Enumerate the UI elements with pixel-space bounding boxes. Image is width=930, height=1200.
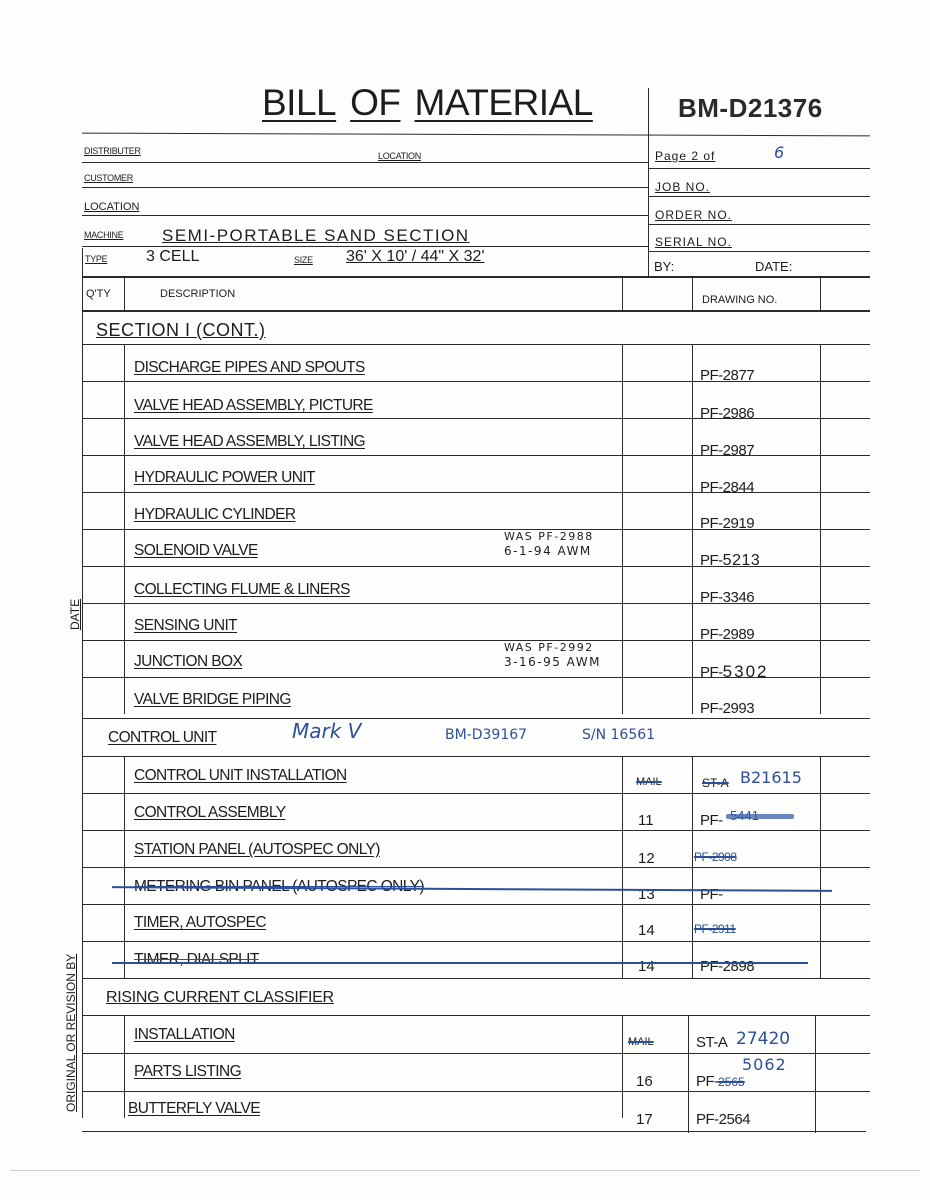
qty-value: 11 <box>638 812 654 829</box>
row-rule <box>82 867 870 868</box>
rule <box>82 756 870 757</box>
row-rule <box>82 793 870 794</box>
serial-no-label: SERIAL NO. <box>655 235 732 249</box>
row-rule <box>82 904 870 905</box>
item-description: JUNCTION BOX <box>134 653 243 670</box>
revision-note: WAS PF-2988 <box>504 530 594 543</box>
date-side-label: DATE <box>68 598 82 630</box>
scribble-out <box>726 814 794 819</box>
drawing-number: PF-2844 <box>700 479 755 496</box>
row-rule <box>82 978 870 979</box>
qty-value: 16 <box>636 1073 653 1090</box>
rule <box>82 187 648 188</box>
handwritten-serial: S/N 16561 <box>582 727 656 743</box>
qty-divider <box>124 1015 125 1118</box>
row-rule <box>82 830 870 831</box>
item-description: HYDRAULIC CYLINDER <box>134 506 296 523</box>
machine-label: MACHINE <box>84 230 124 240</box>
drawing-number: PF-2919 <box>700 515 755 532</box>
row-rule <box>82 603 870 604</box>
item-description: CONTROL ASSEMBLY <box>134 804 286 821</box>
drawing-hand-value: 5062 <box>742 1055 787 1074</box>
drawing-prefix: PF- <box>696 1073 719 1090</box>
drawing-prefix: PF- <box>700 886 723 903</box>
machine-value: SEMI-PORTABLE SAND SECTION <box>162 226 470 245</box>
page-label: Page 2 of <box>655 149 716 163</box>
rule <box>82 162 648 163</box>
rule <box>82 1015 870 1016</box>
strikethrough-line <box>112 962 808 964</box>
rule <box>82 344 870 345</box>
qty-col-divider <box>622 1015 623 1118</box>
by-label: BY: <box>654 259 675 274</box>
item-description: VALVE HEAD ASSEMBLY, LISTING <box>134 433 366 450</box>
item-description: TIMER, AUTOSPEC <box>134 914 266 931</box>
classifier-heading: RISING CURRENT CLASSIFIER <box>106 989 334 1006</box>
drawing-hand-value: 5302 <box>722 662 769 681</box>
column-divider <box>622 278 623 310</box>
type-label: TYPE <box>85 254 108 264</box>
size-label: SIZE <box>294 255 313 265</box>
order-no-label: ORDER NO. <box>655 208 733 222</box>
qty-value: 14 <box>638 922 655 939</box>
drawing-number: PF-2993 <box>700 700 755 717</box>
location-label: LOCATION <box>378 151 421 161</box>
row-rule <box>82 529 870 530</box>
date-label: DATE: <box>755 259 793 274</box>
drawing-prefix-struck: ST-A <box>702 776 729 790</box>
drawing-number-struck: PF-2908 <box>694 850 737 864</box>
document-title <box>262 82 607 124</box>
item-description: PARTS LISTING <box>134 1063 242 1080</box>
item-description: HYDRAULIC POWER UNIT <box>134 469 315 486</box>
row-rule <box>82 1053 870 1054</box>
item-description: CONTROL UNIT INSTALLATION <box>134 767 347 784</box>
rule <box>82 246 648 247</box>
column-divider <box>820 278 821 310</box>
rule <box>648 251 870 252</box>
drawing-number: PF-2877 <box>700 367 755 384</box>
item-description: INSTALLATION <box>134 1026 235 1043</box>
size-value: 36' X 10' / 44" X 32' <box>346 248 485 265</box>
header-bottom-rule <box>82 310 870 312</box>
row-rule <box>82 381 870 382</box>
row-rule <box>82 941 870 942</box>
drawing-number-struck: PF-2911 <box>694 922 736 936</box>
item-description: VALVE BRIDGE PIPING <box>134 691 291 708</box>
revision-side-label: ORIGINAL OR REVISION BY <box>64 953 78 1112</box>
item-description: VALVE HEAD ASSEMBLY, PICTURE <box>134 397 373 414</box>
row-rule <box>82 492 870 493</box>
drawing-prefix: PF- <box>700 812 723 829</box>
qty-struck: MAIL <box>628 1036 654 1048</box>
drawing-prefix: ST-A <box>696 1034 728 1051</box>
header-rule <box>82 133 870 137</box>
bm-number: BM-D21376 <box>678 93 823 123</box>
drawing-number <box>700 662 769 682</box>
rule <box>648 224 870 225</box>
row-rule <box>82 1091 870 1092</box>
right-col-divider <box>815 1015 816 1133</box>
drawing-number: PF-3346 <box>700 589 755 606</box>
qty-value: 12 <box>638 850 655 867</box>
drawing-number: PF-2987 <box>700 442 755 459</box>
description-header: DESCRIPTION <box>160 288 236 300</box>
drawing-hand-value: 27420 <box>736 1029 791 1049</box>
item-description-struck: TIMER, DIALSPLIT <box>134 951 259 968</box>
drawing-struck-value: 2565 <box>718 1075 745 1089</box>
row-rule <box>82 566 870 567</box>
item-description: SENSING UNIT <box>134 617 238 634</box>
column-divider <box>692 278 693 310</box>
item-description: STATION PANEL (AUTOSPEC ONLY) <box>134 841 380 858</box>
drawing-prefix: PF- <box>700 664 723 681</box>
control-unit-heading: CONTROL UNIT <box>108 729 217 746</box>
section-heading: SECTION I (CONT.) <box>96 320 266 340</box>
qty-struck: MAIL <box>636 776 662 788</box>
qty-value: 13 <box>638 886 655 903</box>
revision-note: WAS PF-2992 <box>504 641 594 654</box>
row-rule <box>82 455 870 456</box>
drawing-hand-value: B21615 <box>740 768 802 787</box>
qty-value: 14 <box>638 958 655 975</box>
handwritten-bm: BM-D39167 <box>445 727 528 743</box>
rule <box>648 196 870 197</box>
qty-header: Q'TY <box>86 288 111 300</box>
row-rule <box>82 640 870 641</box>
rule <box>82 215 648 216</box>
column-divider <box>124 278 125 310</box>
drawing-col-divider <box>688 1015 689 1133</box>
drawing-number: PF-2989 <box>700 626 755 643</box>
item-description: BUTTERFLY VALVE <box>128 1100 260 1117</box>
title-word: MATERIAL <box>414 82 593 123</box>
drawing-number <box>700 552 760 570</box>
header-divider <box>648 88 649 278</box>
table-top-rule <box>82 276 870 278</box>
item-description: DISCHARGE PIPES AND SPOUTS <box>134 359 365 376</box>
page-edge-line <box>10 1170 920 1171</box>
drawing-no-header: DRAWING NO. <box>702 294 778 306</box>
item-description: COLLECTING FLUME & LINERS <box>134 581 350 598</box>
drawing-number: PF-2564 <box>696 1111 751 1128</box>
drawing-number: PF-2898 <box>700 958 755 975</box>
job-no-label: JOB NO. <box>655 180 711 194</box>
left-border <box>82 248 83 1118</box>
revision-date: 3-16-95 AWM <box>504 655 601 669</box>
item-description: SOLENOID VALVE <box>134 542 258 559</box>
type-value: 3 CELL <box>146 248 200 265</box>
page-total: 6 <box>774 143 785 162</box>
distributer-label: DISTRIBUTER <box>84 146 141 156</box>
item-description-struck: METERING BIN PANEL (AUTOSPEC ONLY) <box>134 878 424 895</box>
drawing-hand-value: 5213 <box>722 552 761 569</box>
drawing-prefix: PF- <box>700 552 723 569</box>
row-rule <box>82 718 870 719</box>
handwritten-model: Mark V <box>292 719 362 743</box>
qty-value: 17 <box>636 1111 653 1128</box>
location-label-2: LOCATION <box>84 201 140 213</box>
row-rule <box>82 677 870 678</box>
title-word: OF <box>350 82 401 123</box>
rule <box>648 168 870 169</box>
customer-label: CUSTOMER <box>84 173 133 183</box>
title-word: BILL <box>262 82 337 123</box>
row-rule <box>82 418 870 419</box>
drawing-number: PF-2986 <box>700 405 755 422</box>
row-rule <box>82 1131 866 1132</box>
revision-date: 6-1-94 AWM <box>504 544 592 558</box>
